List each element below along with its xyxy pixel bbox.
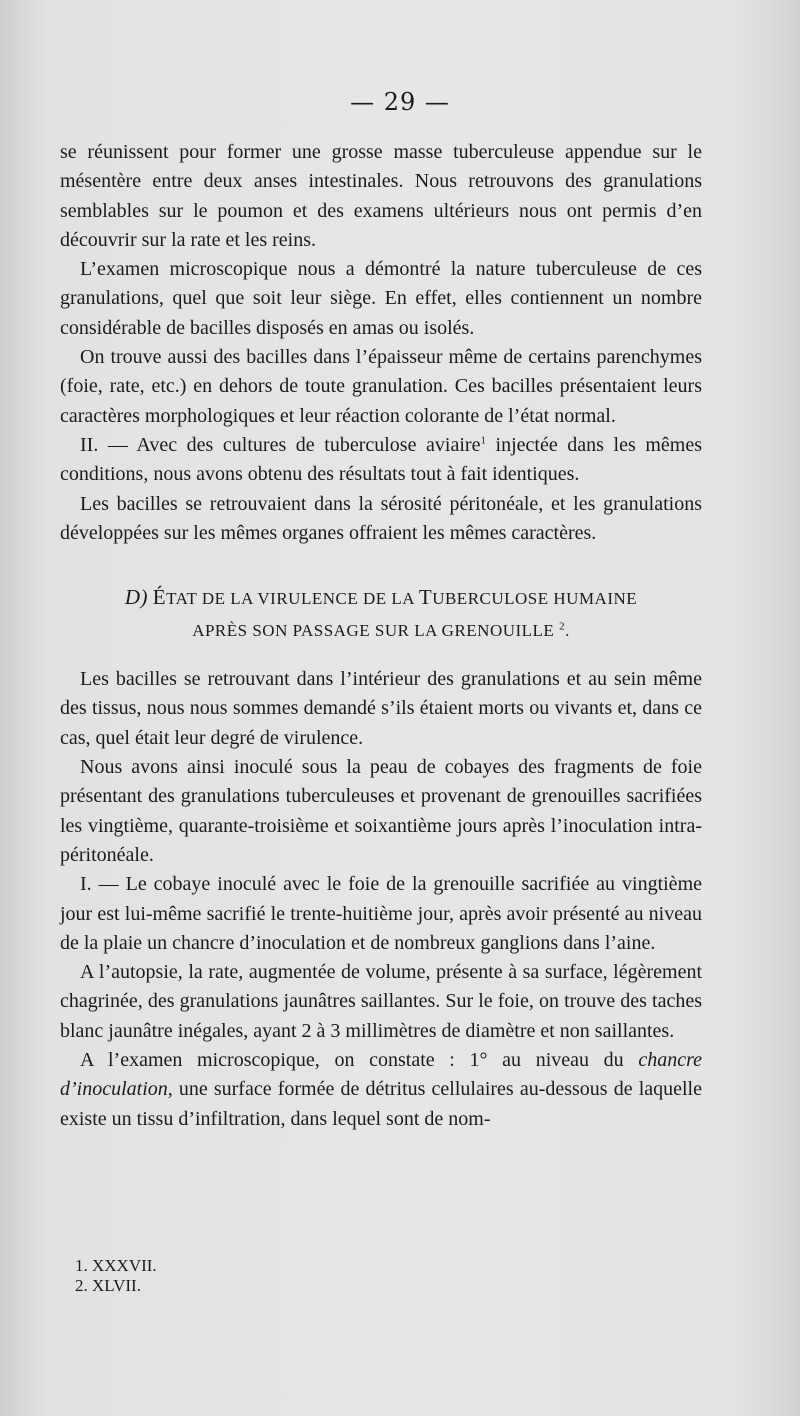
section-heading-line-1 [60, 581, 702, 615]
section-heading [60, 581, 702, 647]
heading-capital: É [152, 585, 167, 610]
paragraph: Les bacilles se retrouvaient dans la sérosité péritonéale, et les granulations développées sur les mêmes organes offraient les mêmes caractères. [60, 492, 702, 544]
heading-text: UBERCULOSE HUMAINE [432, 589, 638, 609]
heading-capital: T [418, 585, 433, 610]
paragraph: On trouve aussi des bacilles dans l’épaisseur même de certains parenchymes (foie, rate, etc.) en dehors de toute granulation. Ces bacilles présentaient leurs caractères morphologiques et leur réaction colorante de l’état normal. [60, 346, 702, 427]
footnote-ref: 2 [559, 620, 566, 633]
paragraph-text: injectée dans les mêmes conditions, nous avons obtenu des résultats tout à fait identiques. [60, 433, 702, 486]
paragraph-text: une surface formée de détritus cellulaires au-dessous de laquelle existe un tissu d’infiltration, dans lequel sont de nom- [60, 1078, 702, 1130]
body-text [60, 138, 702, 1134]
footnote: 1. XXXVII. [75, 1256, 157, 1275]
section-letter: D) [124, 585, 148, 610]
paragraph: Les bacilles se retrouvant dans l’intérieur des granulations et au sein même des tissus, nous nous sommes demandé s’ils étaient morts ou vivants et, dans ce cas, quel était leur degré de virulence. [60, 668, 702, 749]
italic-text: chancre d’inoculation, [60, 1049, 702, 1101]
footnote-ref: 1 [480, 434, 486, 447]
paragraph [60, 1046, 702, 1134]
paragraph-text: II. — Avec des cultures de tuberculose aviaire [80, 433, 481, 456]
section-heading-line-2 [60, 615, 702, 647]
page-number: — 29 — [350, 88, 450, 116]
footnotes [75, 1256, 157, 1296]
paragraph: I. — Le cobaye inoculé avec le foie de la grenouille sacrifiée au vingtième jour est lui-même sacrifié le trente-huitième jour, après avoir présenté au niveau de la plaie un chancre d’inoculation et de nombreux ganglions dans l’aine. [60, 873, 702, 954]
paragraph-text: A l’examen microscopique, on constate : 1° au niveau du [80, 1049, 639, 1072]
paragraph [60, 431, 702, 490]
heading-text: TAT DE LA VIRULENCE DE LA [166, 589, 419, 609]
heading-text: . [565, 621, 570, 641]
heading-text: APRÈS SON PASSAGE SUR LA GRENOUILLE [192, 621, 555, 641]
paragraph: L’examen microscopique nous a démontré la nature tuberculeuse de ces granulations, quel que soit leur siège. En effet, elles contiennent un nombre considérable de bacilles disposés en amas ou isolés. [60, 258, 702, 339]
footnote: 2. XLVII. [75, 1276, 141, 1295]
paragraph: A l’autopsie, la rate, augmentée de volume, présente à sa surface, légèrement chagrinée, des granulations jaunâtres saillantes. Sur le foie, on trouve des taches blanc jaunâtre inégales, ayant 2 à 3 millimètres de diamètre et non saillantes. [60, 961, 702, 1042]
paragraph: se réunissent pour former une grosse masse tuberculeuse appendue sur le mésentère entre deux anses intestinales. Nous retrouvons des granulations semblables sur le poumon et des examens ultérieurs nous ont permis d’en découvrir sur la rate et les reins. [60, 141, 702, 251]
paragraph: Nous avons ainsi inoculé sous la peau de cobayes des fragments de foie présentant des granulations tuberculeuses et provenant de grenouilles sacrifiées les vingtième, quarante-troisième et soixantième jours après l’inoculation intra-péritonéale. [60, 756, 702, 866]
